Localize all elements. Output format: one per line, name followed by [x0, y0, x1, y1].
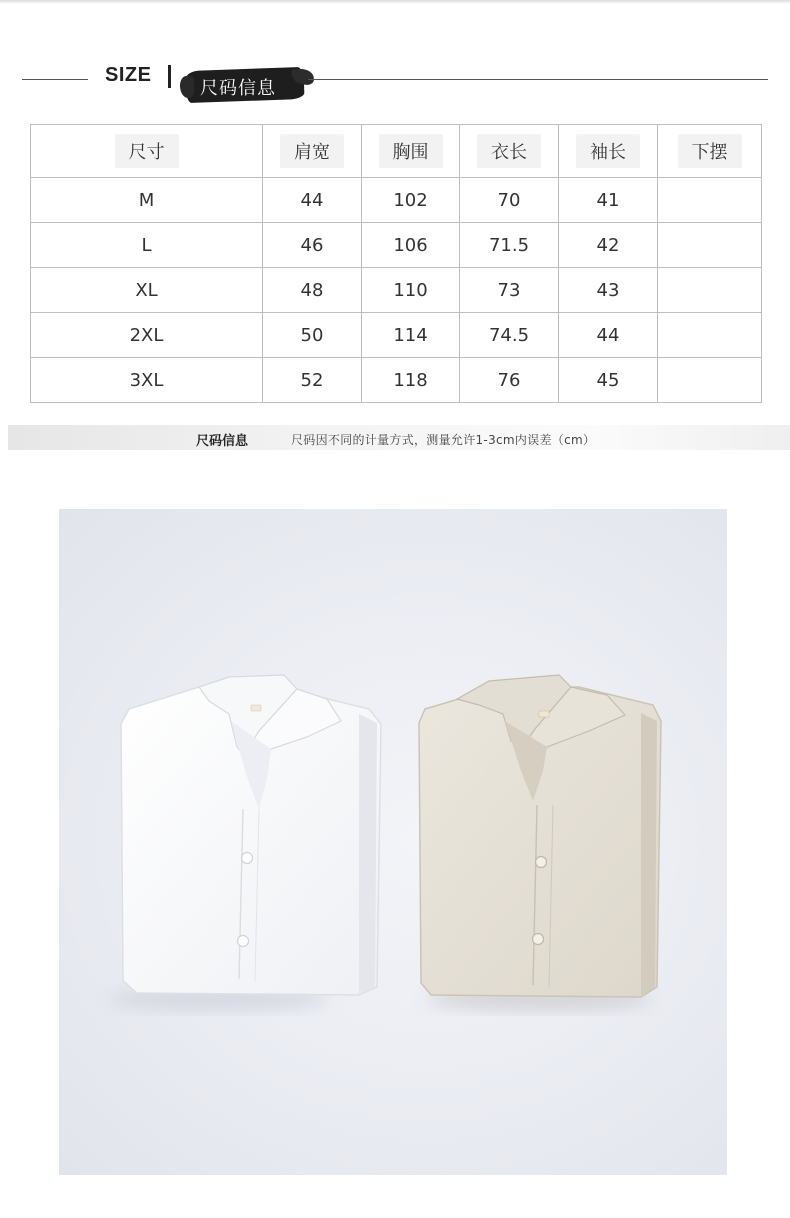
- product-photo: [59, 509, 727, 1175]
- column-header-shoulder: 肩宽: [263, 125, 362, 178]
- table-cell: 70: [460, 178, 559, 223]
- table-row: [31, 268, 762, 313]
- table-cell: 44: [559, 313, 658, 358]
- column-header-chest: 胸围: [362, 125, 460, 178]
- table-cell: 48: [263, 268, 362, 313]
- table-cell: 52: [263, 358, 362, 403]
- header-divider-bar: [168, 65, 171, 88]
- table-cell: 42: [559, 223, 658, 268]
- table-cell: 74.5: [460, 313, 559, 358]
- table-cell: 45: [559, 358, 658, 403]
- size-heading: SIZE: [105, 64, 152, 86]
- table-cell: 50: [263, 313, 362, 358]
- table-cell: 2XL: [31, 313, 263, 358]
- header-line-left: [22, 79, 88, 80]
- header-line-right: [308, 79, 768, 80]
- size-chart-table: [30, 124, 762, 403]
- table-cell: L: [31, 223, 263, 268]
- table-cell: XL: [31, 268, 263, 313]
- table-cell: [658, 358, 762, 403]
- table-row: [31, 178, 762, 223]
- beige-shirt: [419, 675, 661, 1011]
- table-cell: [658, 268, 762, 313]
- size-note-bar: [8, 425, 790, 450]
- top-divider: [0, 0, 790, 4]
- table-cell: M: [31, 178, 263, 223]
- table-row: [31, 358, 762, 403]
- table-cell: [658, 178, 762, 223]
- table-cell: [658, 223, 762, 268]
- table-header-row: [31, 125, 762, 178]
- table-cell: 41: [559, 178, 658, 223]
- size-info-title: 尺码信息: [200, 78, 276, 99]
- column-header-hem: 下摆: [658, 125, 762, 178]
- table-cell: 44: [263, 178, 362, 223]
- table-cell: 106: [362, 223, 460, 268]
- table-cell: 110: [362, 268, 460, 313]
- column-header-size: 尺寸: [31, 125, 263, 178]
- table-cell: 73: [460, 268, 559, 313]
- table-cell: 71.5: [460, 223, 559, 268]
- white-shirt: [109, 675, 381, 1011]
- section-header: [0, 55, 790, 105]
- folded-shirts-illustration: [59, 509, 727, 1175]
- table-row: [31, 313, 762, 358]
- column-header-sleeve: 袖长: [559, 125, 658, 178]
- table-cell: 76: [460, 358, 559, 403]
- table-cell: 114: [362, 313, 460, 358]
- table-cell: 102: [362, 178, 460, 223]
- note-text: 尺码因不同的计量方式，测量允许1-3cm内误差（cm）: [291, 433, 596, 447]
- table-cell: 118: [362, 358, 460, 403]
- table-cell: [658, 313, 762, 358]
- note-label: 尺码信息: [196, 434, 249, 449]
- table-cell: 46: [263, 223, 362, 268]
- table-row: [31, 223, 762, 268]
- table-cell: 3XL: [31, 358, 263, 403]
- table-cell: 43: [559, 268, 658, 313]
- column-header-length: 衣长: [460, 125, 559, 178]
